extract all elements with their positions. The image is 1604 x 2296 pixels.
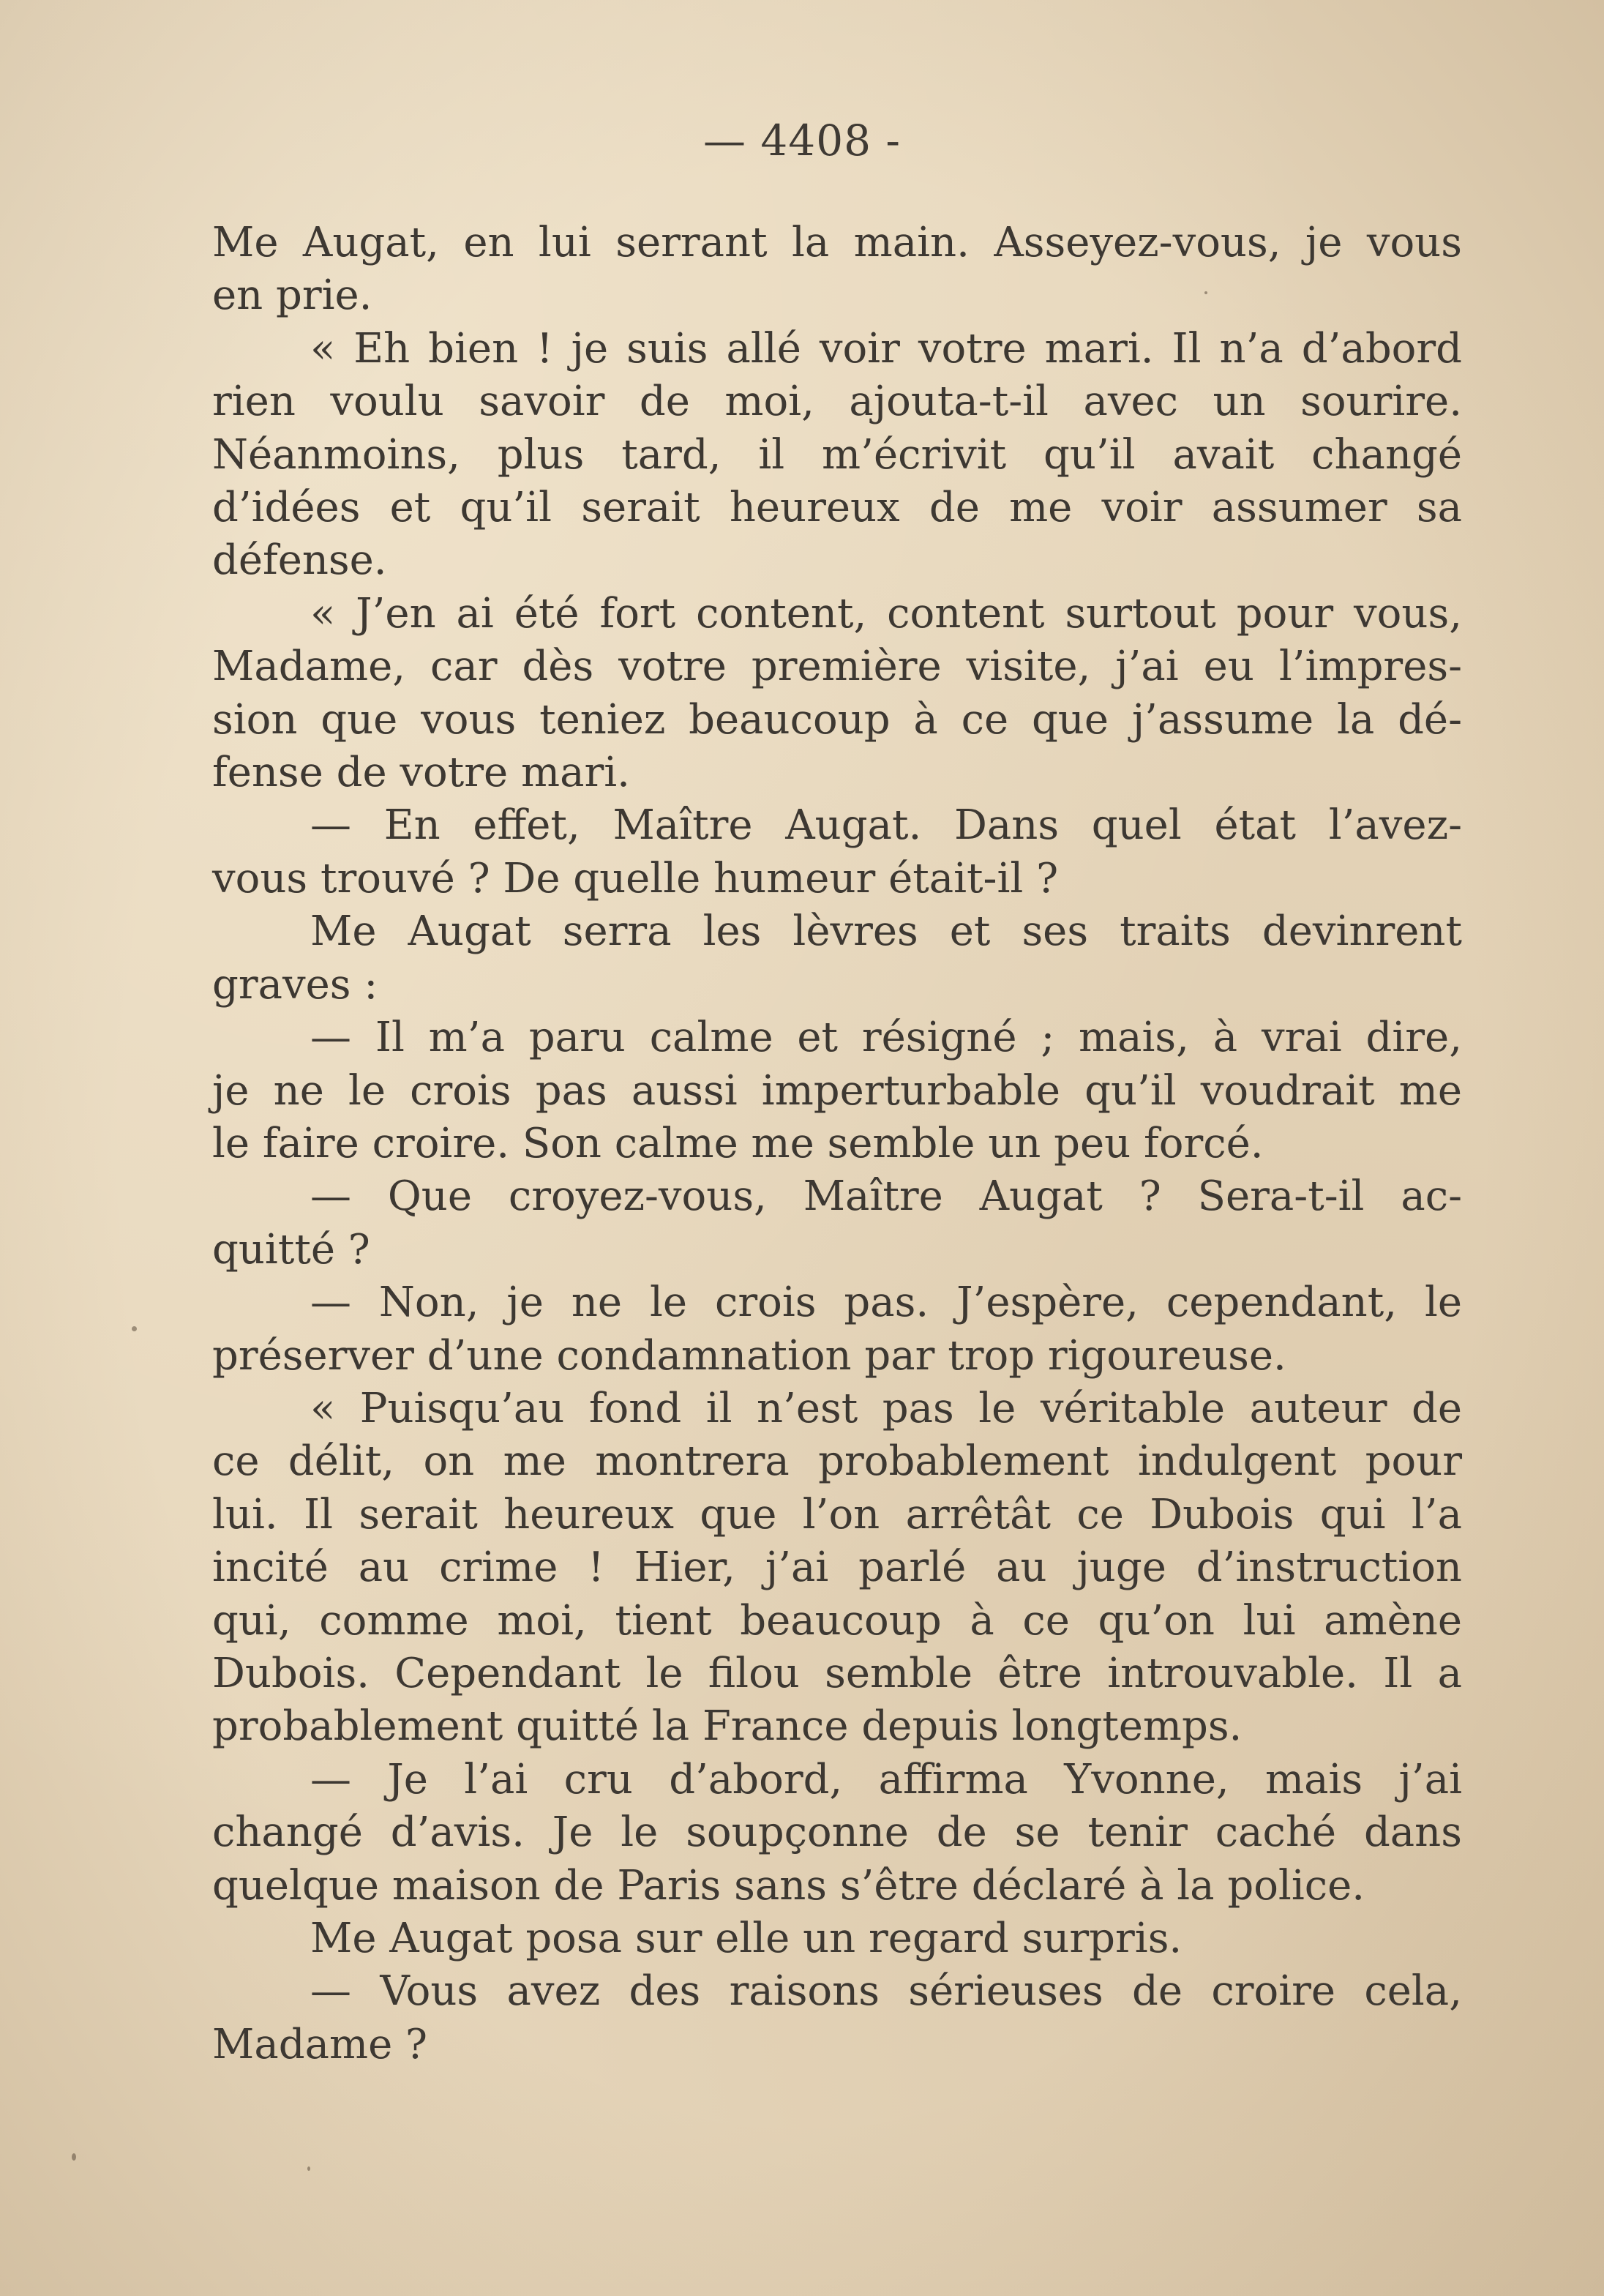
text-line: Néanmoins, plus tard, il m’écrivit qu’il avait changé bbox=[212, 430, 1462, 479]
text-line: défense. bbox=[212, 536, 387, 585]
text-line: ce délit, on me montrera probablement indulgent pour bbox=[212, 1437, 1462, 1486]
text-line: « Puisqu’au fond il n’est pas le véritable auteur de bbox=[310, 1384, 1462, 1432]
text-line: — Que croyez-vous, Maître Augat ? Sera-t-il ac- bbox=[310, 1173, 1462, 1221]
text-line: quelque maison de Paris sans s’être déclaré à la police. bbox=[212, 1861, 1365, 1910]
text-line: graves : bbox=[212, 960, 378, 1009]
text-line: incité au crime ! Hier, j’ai parlé au juge d’instruction bbox=[212, 1544, 1462, 1592]
text-line: Madame, car dès votre première visite, j’ai eu l’impres- bbox=[212, 643, 1462, 691]
text-line: je ne le crois pas aussi imperturbable qu’il voudrait me bbox=[212, 1066, 1462, 1115]
text-line: le faire croire. Son calme me semble un peu forcé. bbox=[212, 1119, 1264, 1167]
paper-speck bbox=[307, 2166, 310, 2171]
text-line: préserver d’une condamnation par trop rigoureuse. bbox=[212, 1331, 1286, 1380]
text-line: Me Augat posa sur elle un regard surpris. bbox=[310, 1915, 1183, 1962]
paper-speck bbox=[132, 1326, 137, 1331]
page-number: — 4408 - bbox=[702, 116, 902, 165]
text-line: — En effet, Maître Augat. Dans quel état l’avez- bbox=[310, 801, 1462, 850]
text-line: quitté ? bbox=[212, 1225, 370, 1274]
text-line: probablement quitté la France depuis longtemps. bbox=[212, 1702, 1243, 1751]
text-line: qui, comme moi, tient beaucoup à ce qu’on lui amène bbox=[212, 1596, 1462, 1645]
text-line: rien voulu savoir de moi, ajouta-t-il avec un sourire. bbox=[212, 378, 1462, 426]
text-line: lui. Il serait heureux que l’on arrêtât ce Dubois qui l’a bbox=[212, 1490, 1462, 1538]
body-text bbox=[212, 217, 1462, 2071]
text-line: Madame ? bbox=[212, 2020, 428, 2068]
text-line: — Il m’a paru calme et résigné ; mais, à vrai dire, bbox=[310, 1014, 1462, 1062]
text-line: « Eh bien ! je suis allé voir votre mari. Il n’a d’abord bbox=[310, 324, 1462, 373]
paper-speck bbox=[72, 2153, 76, 2161]
text-line: d’idées et qu’il serait heureux de me voir assumer sa bbox=[212, 484, 1462, 532]
text-line: changé d’avis. Je le soupçonne de se tenir caché dans bbox=[212, 1809, 1462, 1857]
paper-speck bbox=[1204, 291, 1207, 294]
text-line: « J’en ai été fort content, content surtout pour vous, bbox=[310, 589, 1462, 637]
text-line: — Vous avez des raisons sérieuses de croire cela, bbox=[310, 1967, 1462, 2016]
text-line: Me Augat, en lui serrant la main. Asseyez-vous, je vous bbox=[212, 219, 1462, 266]
text-line: — Non, je ne le crois pas. J’espère, cependant, le bbox=[310, 1279, 1462, 1327]
text-line: Me Augat serra les lèvres et ses traits devinrent bbox=[310, 908, 1462, 956]
text-line: vous trouvé ? De quelle humeur était-il ? bbox=[212, 854, 1059, 902]
text-line: sion que vous teniez beaucoup à ce que j’assume la dé- bbox=[212, 695, 1462, 744]
text-line: fense de votre mari. bbox=[212, 749, 630, 797]
text-line: — Je l’ai cru d’abord, affirma Yvonne, mais j’ai bbox=[310, 1755, 1462, 1803]
text-line: en prie. bbox=[212, 272, 372, 320]
text-line: Dubois. Cependant le filou semble être introuvable. Il a bbox=[212, 1649, 1462, 1697]
